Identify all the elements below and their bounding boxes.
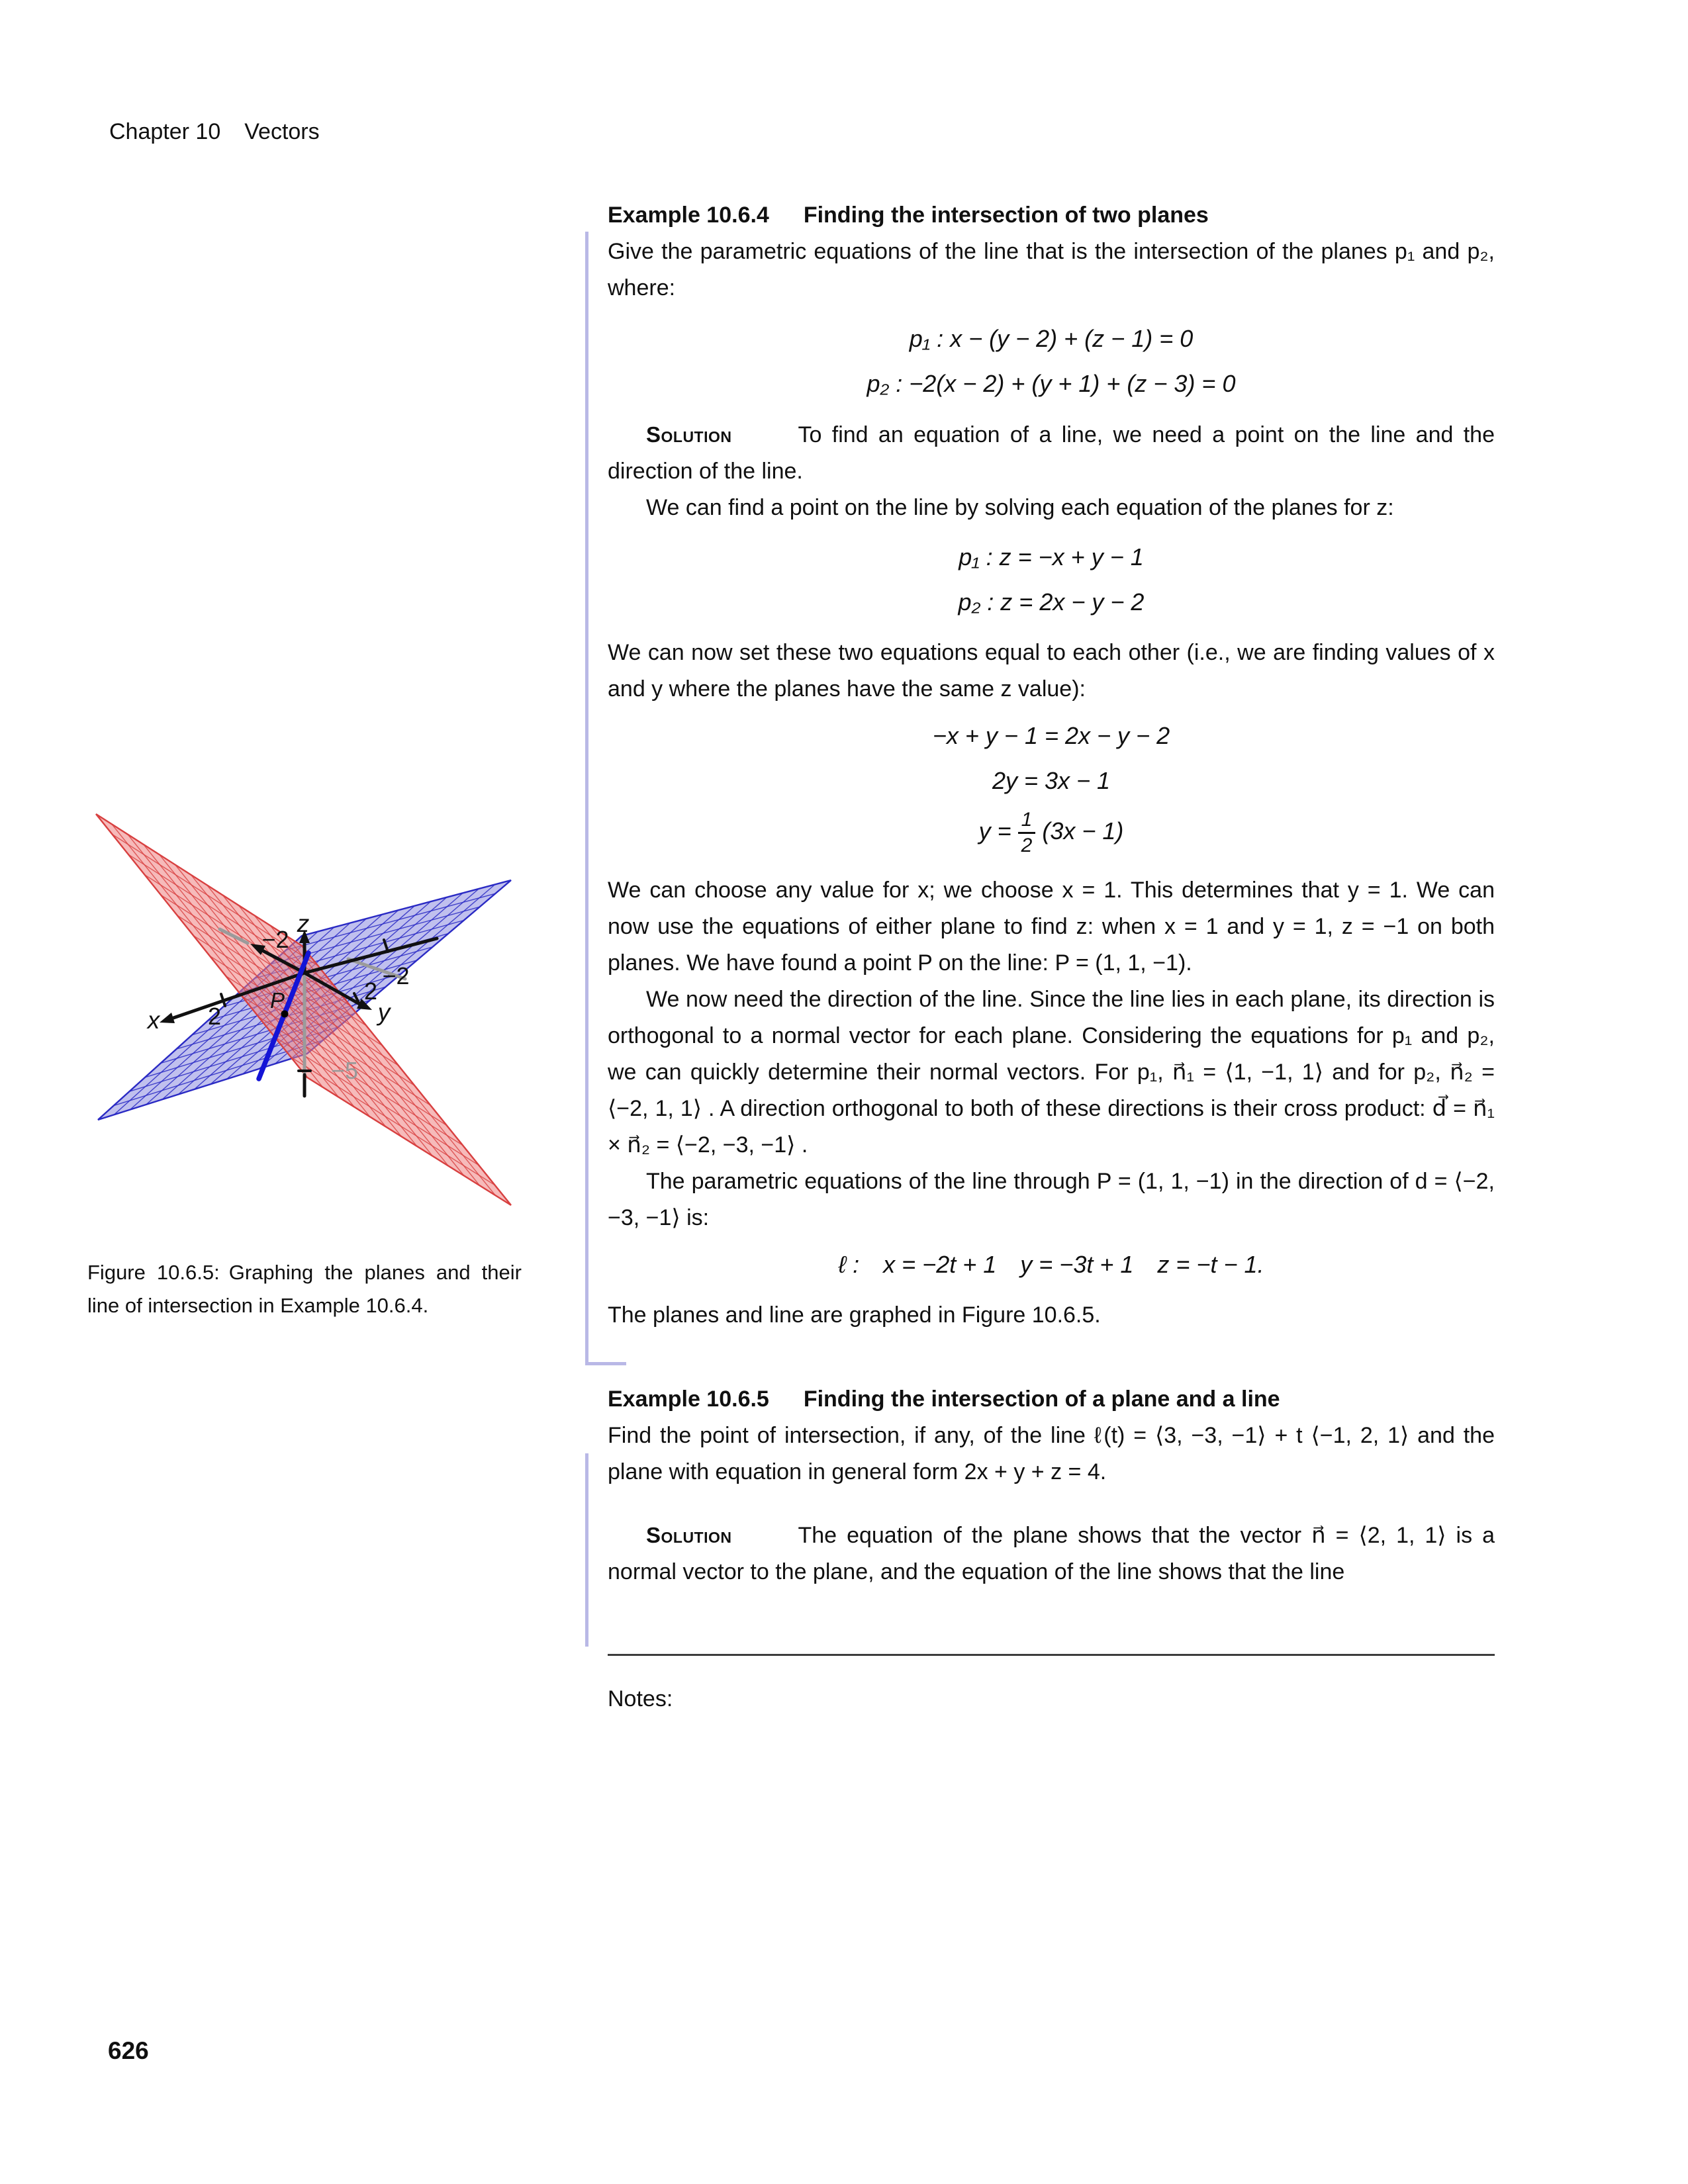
equations-solved-for-z bbox=[608, 539, 1495, 620]
equation-2y: 2y = 3x − 1 bbox=[992, 767, 1111, 794]
equation-y-fraction bbox=[608, 808, 1495, 858]
z-axis-label: z bbox=[297, 910, 310, 937]
figure-caption bbox=[87, 1256, 522, 1322]
x-axis-arrow-icon bbox=[160, 1013, 175, 1023]
solution-label: Solution bbox=[646, 422, 732, 447]
paragraph-find-point: We can find a point on the line by solving each equation of the planes for z: bbox=[646, 495, 1394, 520]
fraction-post: (3x − 1) bbox=[1042, 817, 1124, 845]
fraction bbox=[1018, 808, 1036, 858]
solution-lead-text-2: The equation of the plane shows that the vector n⃗ = ⟨2, 1, 1⟩ is a normal vector to the plane, and the equation of the line shows that the line bbox=[608, 1523, 1495, 1584]
paragraph-direction: We now need the direction of the line. Since the line lies in each plane, its direction is orthogonal to a normal vector for each plane. Considering the equations for p₁ and p₂, we can quickly determine their normal vectors. For p₁, n⃗₁ = ⟨1, −1, 1⟩ and for p₂, n⃗₂ = ⟨−2, 1, 1⟩ . A direction orthogonal to both of these directions is their cross product: d⃗ = n⃗₁ × n⃗₂ = ⟨−2, −3, −1⟩ . bbox=[608, 987, 1495, 1158]
solution-lead-text: To find an equation of a line, we need a point on the line and the direction of the line. bbox=[608, 422, 1495, 484]
running-head-title: Vectors bbox=[244, 119, 320, 144]
paragraph-graphed: The planes and line are graphed in Figure 10.6.5. bbox=[608, 1302, 1101, 1328]
example-10-6-5-intro: Find the point of intersection, if any, of the line ℓ(t) = ⟨3, −3, −1⟩ + t ⟨−1, 2, 1⟩ and the plane with equation in general form 2x + y + z = 4. bbox=[608, 1423, 1495, 1484]
solution-label-2: Solution bbox=[646, 1523, 732, 1547]
fraction-pre: y = bbox=[978, 817, 1011, 845]
solution-paragraph-1 bbox=[608, 416, 1495, 490]
example-10-6-4-title: Finding the intersection of two planes bbox=[803, 203, 1209, 228]
equation-p1-general: p₁ : x − (y − 2) + (z − 1) = 0 bbox=[909, 325, 1194, 352]
neg-x-tick-label: −2 bbox=[382, 962, 410, 989]
equation-equal: −x + y − 1 = 2x − y − 2 bbox=[932, 722, 1170, 749]
x-axis-tick-2 bbox=[221, 994, 225, 1006]
fraction-denominator: 2 bbox=[1018, 832, 1036, 858]
example-10-6-5-title: Finding the intersection of a plane and a line bbox=[803, 1387, 1280, 1412]
equation-p1-z: p₁ : z = −x + y − 1 bbox=[959, 543, 1144, 570]
paragraph-choose-x: We can choose any value for x; we choose x = 1. This determines that y = 1. We can now use the equations of either plane to find z: when x = 1 and y = 1, z = −1 on both planes. We have found a point P on the line: P = (1, 1, −1). bbox=[608, 878, 1495, 976]
main-column bbox=[608, 197, 1495, 1740]
figure-caption-number: Figure 10.6.5: bbox=[87, 1261, 220, 1284]
example-10-6-5-number: Example 10.6.5 bbox=[608, 1387, 769, 1412]
page-number: 626 bbox=[108, 2037, 149, 2064]
y-axis-label: y bbox=[377, 999, 391, 1026]
notes-divider bbox=[608, 1654, 1495, 1656]
x-tick-label: 2 bbox=[207, 1003, 222, 1030]
running-head bbox=[109, 119, 320, 145]
equation-p2-general: p₂ : −2(x − 2) + (y + 1) + (z − 3) = 0 bbox=[867, 370, 1236, 397]
paragraph-parametric: The parametric equations of the line through P = (1, 1, −1) in the direction of d = ⟨−2, −3, −1⟩ is: bbox=[608, 1169, 1495, 1230]
equation-line-block bbox=[608, 1247, 1495, 1283]
paragraph-set-equal: We can now set these two equations equal to each other (i.e., we are finding values of x and y where the planes have the same z value): bbox=[608, 640, 1495, 702]
example-10-6-4-heading bbox=[608, 197, 1495, 234]
example-10-6-5-margin-rule bbox=[585, 1453, 588, 1647]
example-10-6-4-number: Example 10.6.4 bbox=[608, 203, 769, 228]
point-p-label: P bbox=[269, 988, 285, 1013]
figure-planes-intersection bbox=[85, 789, 535, 1246]
equations-solving bbox=[608, 718, 1495, 858]
example-10-6-4-margin-rule bbox=[585, 232, 588, 1365]
figure-caption-text: Graphing the planes and their line of intersection in Example 10.6.4. bbox=[87, 1261, 522, 1317]
z-neg5-tick-label: −5 bbox=[331, 1057, 359, 1084]
equation-line-parametric: ℓ : x = −2t + 1 y = −3t + 1 z = −t − 1. bbox=[838, 1251, 1264, 1278]
running-head-chapter: Chapter 10 bbox=[109, 119, 221, 144]
example-10-6-4-intro: Give the parametric equations of the line that is the intersection of the planes p₁ and p₂, where: bbox=[608, 239, 1495, 300]
neg-y-tick-label: −2 bbox=[261, 926, 289, 953]
equations-general-form bbox=[608, 321, 1495, 402]
equation-p2-z: p₂ : z = 2x − y − 2 bbox=[958, 588, 1145, 615]
x-axis-label: x bbox=[147, 1007, 160, 1034]
fraction-numerator: 1 bbox=[1021, 809, 1033, 831]
y-tick-label: 2 bbox=[363, 978, 378, 1005]
solution-paragraph-2 bbox=[608, 1517, 1495, 1590]
notes-label: Notes: bbox=[608, 1686, 673, 1711]
example-10-6-5-heading bbox=[608, 1381, 1495, 1418]
